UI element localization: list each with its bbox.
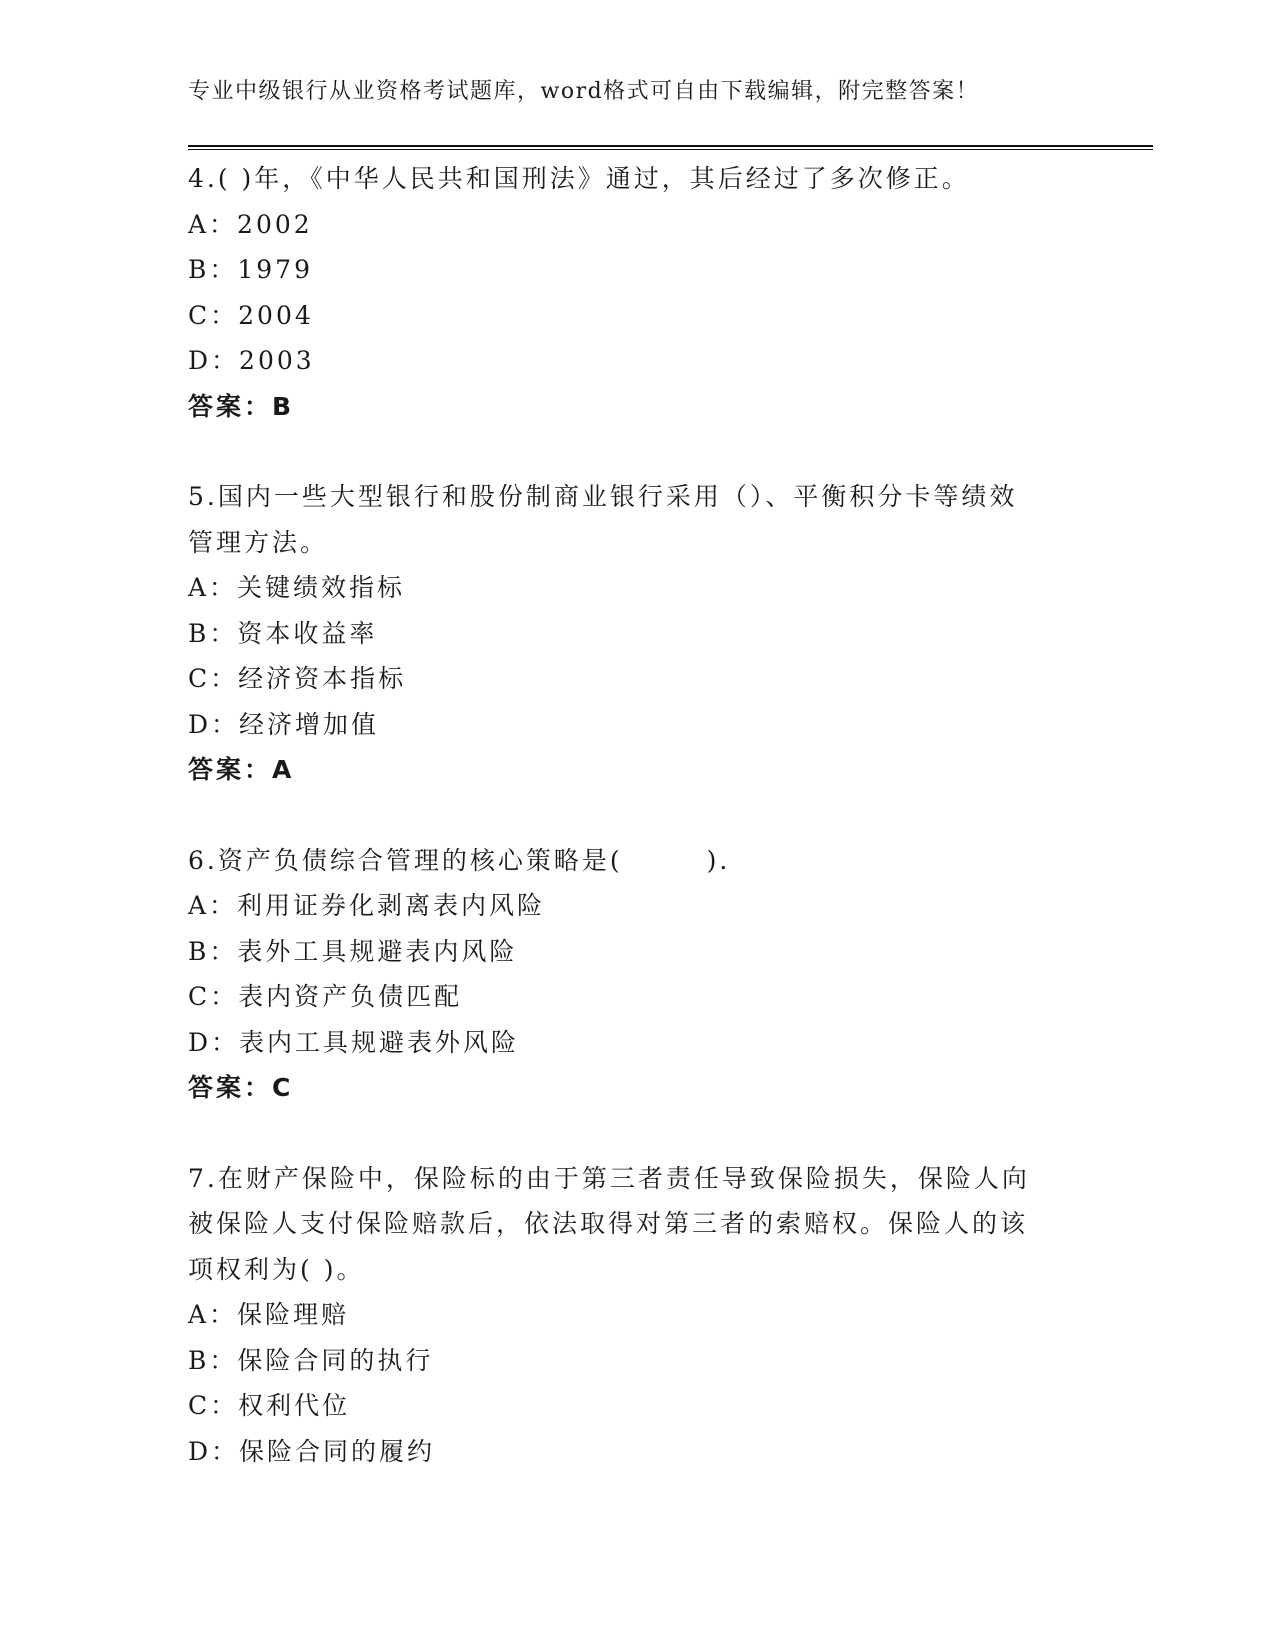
question-7 <box>188 1156 1068 1475</box>
option-c: C：经济资本指标 <box>188 664 407 693</box>
header-divider <box>188 145 1153 150</box>
option-b: B：1979 <box>188 255 313 284</box>
answer-line: 答案：B <box>188 391 295 421</box>
page-header: 专业中级银行从业资格考试题库，word格式可自由下载编辑，附完整答案！ <box>188 79 980 104</box>
option-d: D：表内工具规避表外风险 <box>188 1027 520 1057</box>
answer-line: 答案：C <box>188 1073 294 1102</box>
question-list <box>188 156 1068 1474</box>
spacer <box>188 429 1068 474</box>
option-d: D：经济增加值 <box>188 709 380 739</box>
option-a: A：利用证券化剥离表内风险 <box>188 891 546 920</box>
option-c: C：2004 <box>188 300 314 330</box>
question-6 <box>188 838 1068 1111</box>
option-a: A：2002 <box>188 209 313 239</box>
option-c: C：表内资产负债匹配 <box>188 982 463 1011</box>
question-stem: 7.在财产保险中，保险标的由于第三者责任导致保险损失，保险人向 <box>188 1163 1030 1193</box>
option-b: B：资本收益率 <box>188 618 378 648</box>
option-d: D：2003 <box>188 346 315 375</box>
spacer <box>188 1111 1068 1156</box>
question-stem-continued: 项权利为( )。 <box>188 1254 365 1284</box>
spacer <box>188 793 1068 838</box>
option-b: B：保险合同的执行 <box>188 1345 434 1375</box>
question-5 <box>188 474 1068 793</box>
question-stem: 6.资产负债综合管理的核心策略是( ). <box>188 845 759 875</box>
question-stem: 5.国内一些大型银行和股份制商业银行采用（）、平衡积分卡等绩效 <box>188 482 1018 511</box>
option-a: A：保险理赔 <box>188 1300 350 1329</box>
answer-line: 答案：A <box>188 755 295 784</box>
option-a: A：关键绩效指标 <box>188 573 406 602</box>
question-4 <box>188 156 1068 429</box>
question-stem-continued: 被保险人支付保险赔款后，依法取得对第三者的索赔权。保险人的该 <box>188 1209 1029 1238</box>
option-c: C：权利代位 <box>188 1391 351 1420</box>
question-stem-continued: 管理方法。 <box>188 527 329 557</box>
option-b: B：表外工具规避表内风险 <box>188 936 518 966</box>
question-stem: 4.( )年，《中华人民共和国刑法》通过，其后经过了多次修正。 <box>188 164 970 193</box>
option-d: D：保险合同的履约 <box>188 1436 436 1466</box>
